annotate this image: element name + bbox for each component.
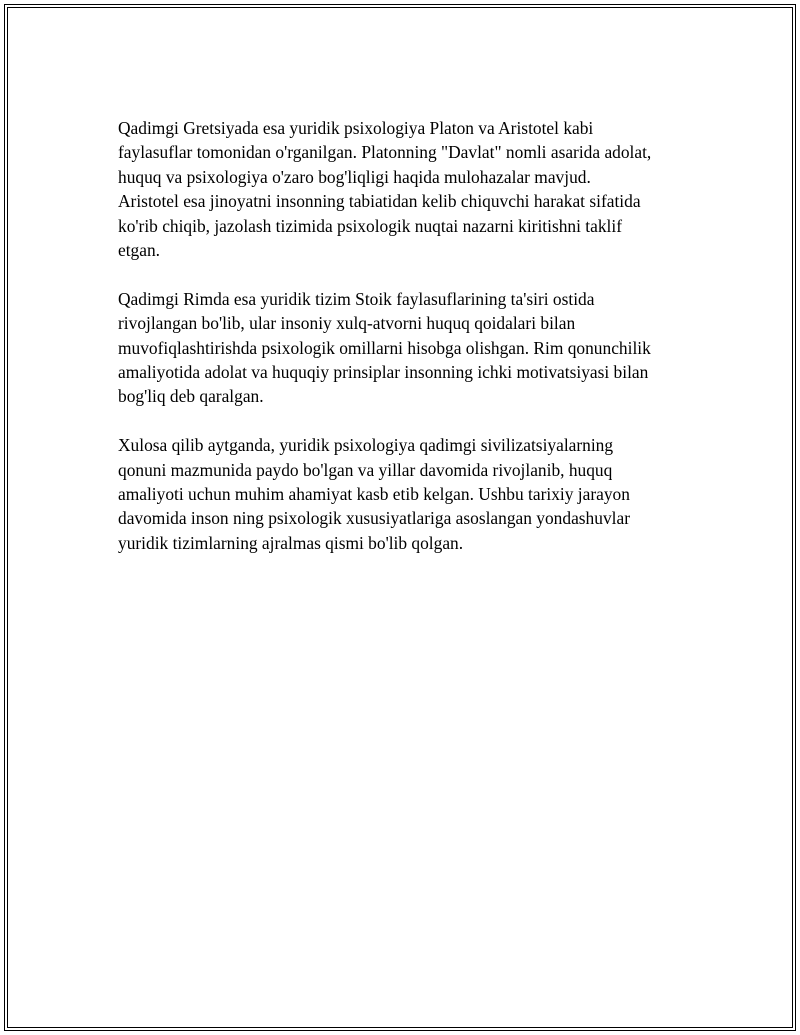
text-line: amaliyotida adolat va huquqiy prinsiplar insonning ichki motivatsiyasi bilan — [118, 362, 649, 383]
text-line: Xulosa qilib aytganda, yuridik psixologiya qadimgi sivilizatsiyalarning — [118, 435, 614, 456]
text-line: davomida inson ning psixologik xususiyatlariga asoslangan yondashuvlar — [118, 508, 630, 529]
text-line: rivojlangan bo'lib, ular insoniy xulq-atvorni huquq qoidalari bilan — [118, 313, 576, 334]
text-line: qonuni mazmunida paydo bo'lgan va yillar davomida rivojlanib, huquq — [118, 459, 613, 480]
text-line: faylasuflar tomonidan o'rganilgan. Platonning "Davlat" nomli asarida adolat, — [118, 142, 652, 163]
text-line: Qadimgi Gretsiyada esa yuridik psixologiya Platon va Aristotel kabi — [118, 118, 594, 138]
text-line: yuridik tizimlarning ajralmas qismi bo'lib qolgan. — [118, 532, 464, 553]
text-line: bog'liq deb qaralgan. — [118, 386, 264, 407]
text-line: ko'rib chiqib, jazolash tizimida psixologik nuqtai nazarni kiritishni taklif — [118, 215, 622, 236]
paragraph-conclusion — [118, 433, 698, 555]
text-line: amaliyoti uchun muhim ahamiyat kasb etib kelgan. Ushbu tarixiy jarayon — [118, 484, 630, 505]
text-line: huquq va psixologiya o'zaro bog'liqligi haqida mulohazalar mavjud. — [118, 166, 591, 187]
text-line: muvofiqlashtirishda psixologik omillarni hisobga olishgan. Rim qonunchilik — [118, 337, 651, 358]
document-body — [118, 116, 698, 580]
text-line: Aristotel esa jinoyatni insonning tabiatidan kelib chiquvchi harakat sifatida — [118, 191, 641, 212]
paragraph-greece — [118, 116, 698, 262]
text-line: Qadimgi Rimda esa yuridik tizim Stoik faylasuflarining ta'siri ostida — [118, 288, 595, 309]
paragraph-rome — [118, 287, 698, 409]
text-line: etgan. — [118, 240, 161, 261]
